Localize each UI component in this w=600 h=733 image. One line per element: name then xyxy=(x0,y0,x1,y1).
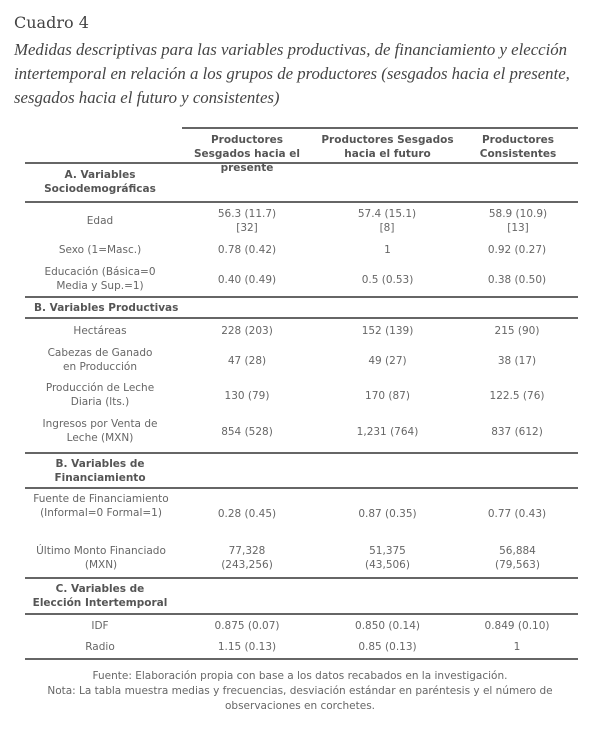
table-cell: 77,328 (243,256) xyxy=(221,545,273,571)
row-label: Sexo (1=Masc.) xyxy=(58,244,142,256)
section-bf-bottom-rule xyxy=(25,487,578,489)
section-c-bottom-rule xyxy=(25,613,578,615)
table-cell: 1 xyxy=(384,244,391,256)
table-cell: 215 (90) xyxy=(494,325,540,337)
table-cell: 1,231 (764) xyxy=(356,426,419,438)
row-label: Radio xyxy=(85,641,115,653)
table-cell: 122.5 (76) xyxy=(489,390,545,402)
section-label: B. Variables de Financiamiento xyxy=(54,458,146,484)
table-number: Cuadro 4 xyxy=(14,13,89,32)
table-caption: Medidas descriptivas para las variables productivas, de financiamiento y elección intertemporal en relación a los grupos de productores (sesgados hacia el presente, sesgados hacia el futuro y consistentes) xyxy=(14,40,570,107)
header-top-rule xyxy=(182,127,578,129)
section-label: C. Variables de Elección Intertemporal xyxy=(32,583,168,609)
table-cell: 170 (87) xyxy=(365,390,410,402)
table-cell: 0.5 (0.53) xyxy=(361,274,414,286)
table-cell: 0.40 (0.49) xyxy=(217,274,277,286)
table-cell: 152 (139) xyxy=(361,325,414,337)
table-cell: 38 (17) xyxy=(497,355,537,367)
table-cell: 0.87 (0.35) xyxy=(358,508,417,520)
table-cell: 56.3 (11.7) [32] xyxy=(217,208,277,234)
table-cell: 49 (27) xyxy=(368,355,407,367)
row-label: Último Monto Financiado (MXN) xyxy=(36,545,166,571)
table-cell: 228 (203) xyxy=(221,325,273,337)
explanatory-note: Nota: La tabla muestra medias y frecuencias, desviación estándar en paréntesis y el número de observaciones en corchetes. xyxy=(47,685,553,712)
section-a-rule xyxy=(25,201,578,203)
table-cell: 57.4 (15.1) [8] xyxy=(357,208,417,234)
table-cell: 47 (28) xyxy=(227,355,267,367)
table-bottom-rule xyxy=(25,658,578,660)
table-cell: 837 (612) xyxy=(491,426,543,438)
table-cell: 51,375 (43,506) xyxy=(365,545,410,571)
table-cell: 854 (528) xyxy=(221,426,273,438)
source-note: Fuente: Elaboración propia con base a los datos recabados en la investigación. xyxy=(92,670,508,682)
section-bf-top-rule xyxy=(25,452,578,454)
table-cell: 0.77 (0.43) xyxy=(487,508,547,520)
section-b-bottom-rule xyxy=(25,317,578,319)
table-cell: 0.875 (0.07) xyxy=(214,620,280,632)
table-cell: 0.28 (0.45) xyxy=(217,508,277,520)
table-cell: 1 xyxy=(513,641,521,653)
table-cell: 58.9 (10.9) [13] xyxy=(488,208,548,234)
row-label: Hectáreas xyxy=(73,325,127,337)
table-cell: 1.15 (0.13) xyxy=(217,641,277,653)
table-cell: 0.850 (0.14) xyxy=(355,620,420,632)
table-cell: 130 (79) xyxy=(224,390,270,402)
row-label: Fuente de Financiamiento (Informal=0 Formal=1) xyxy=(33,493,169,519)
row-label: IDF xyxy=(91,620,109,632)
table-footnotes xyxy=(40,669,560,714)
section-label: A. Variables Sociodemográficas xyxy=(44,169,156,195)
section-label: B. Variables Productivas xyxy=(34,302,179,314)
table-cell: 0.85 (0.13) xyxy=(358,641,417,653)
table-cell: 0.849 (0.10) xyxy=(484,620,550,632)
section-b-top-rule xyxy=(25,296,578,298)
row-label: Cabezas de Ganado en Producción xyxy=(47,347,153,373)
section-c-top-rule xyxy=(25,577,578,579)
row-label: Edad xyxy=(86,215,114,227)
table-cell: 0.78 (0.42) xyxy=(217,244,277,256)
row-label: Producción de Leche Diaria (lts.) xyxy=(45,382,155,408)
table-cell: 0.38 (0.50) xyxy=(487,274,547,286)
table-cell: 56,884 (79,563) xyxy=(495,545,540,571)
column-header: Productores Sesgados hacia el futuro xyxy=(321,134,454,160)
row-label: Educación (Básica=0 Media y Sup.=1) xyxy=(44,266,156,292)
table-cell: 0.92 (0.27) xyxy=(487,244,547,256)
column-header: Productores Consistentes xyxy=(479,134,557,160)
row-label: Ingresos por Venta de Leche (MXN) xyxy=(42,418,158,444)
column-header: Productores Sesgados hacia el presente xyxy=(193,134,300,174)
